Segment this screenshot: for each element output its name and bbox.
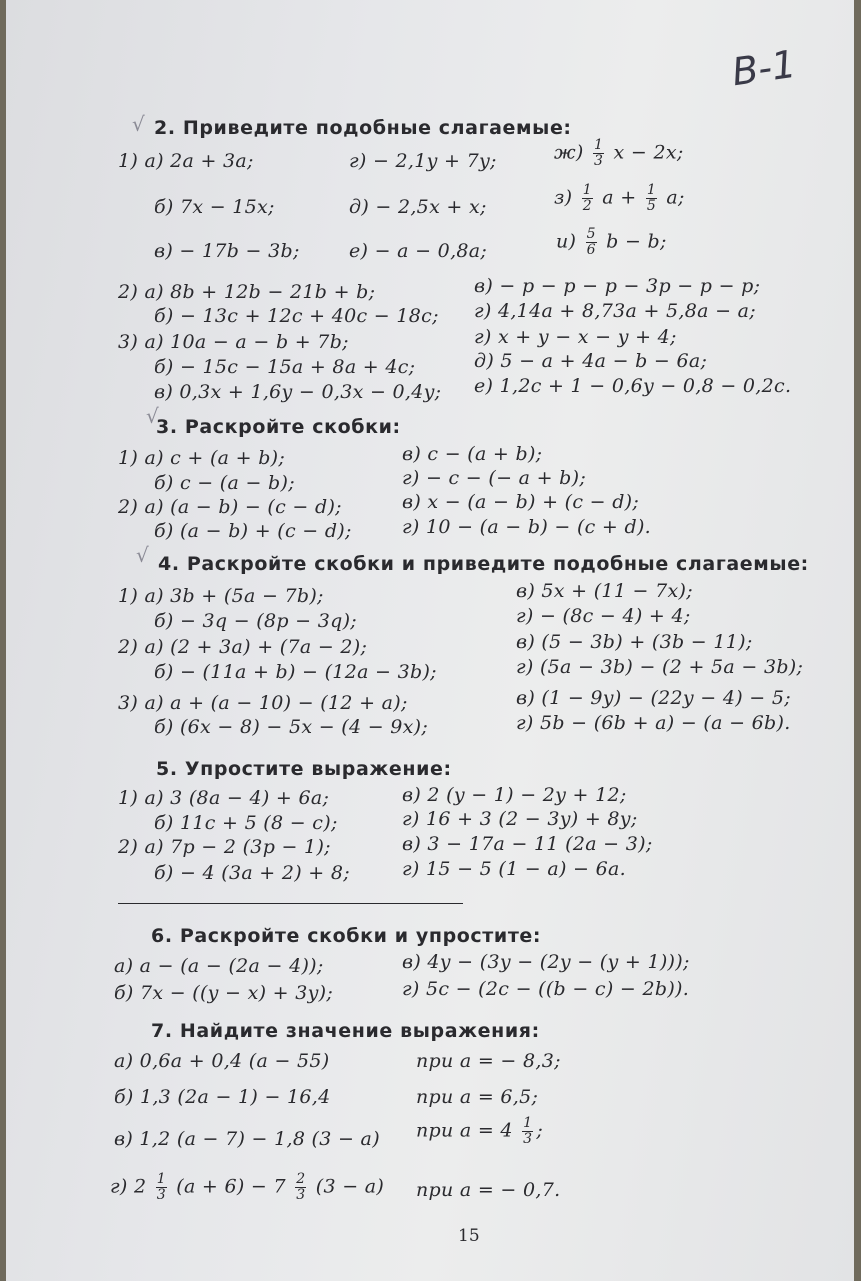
task-4-item: в) 5x + (11 − 7x); [516, 580, 693, 602]
task-2-item: г) − 2,1y + 7y; [349, 150, 497, 172]
task-4-title: 4. Раскройте скобки и приведите подобные слагаемые: [158, 553, 809, 575]
task-2-item: е) 1,2c + 1 − 0,6y − 0,8 − 0,2c. [474, 375, 792, 397]
task-7-condition: при a = − 0,7. [416, 1179, 561, 1201]
task-3-item: б) (a − b) + (c − d); [154, 520, 352, 542]
task-6-item: г) 5c − (2c − ((b − c) − 2b)). [402, 978, 690, 1000]
task-7-expression: в) 1,2 (a − 7) − 1,8 (3 − a) [114, 1128, 380, 1150]
task-5-item: в) 3 − 17a − 11 (2a − 3); [402, 833, 653, 855]
task-3-item: 1) а) c + (a + b); [118, 447, 286, 469]
task-7-expression: г) 2 $\frac{1}{3}$ (a + 6) − 7 $\frac{2}{3}$ (3 − a) [110, 1171, 385, 1203]
task-2-title: 2. Приведите подобные слагаемые: [154, 117, 572, 139]
task-2-item: в) − 17b − 3b; [154, 240, 300, 262]
task-6-title: 6. Раскройте скобки и упростите: [151, 925, 542, 947]
task-6-item: а) a − (a − (2a − 4)); [114, 955, 324, 977]
task-4-item: 3) а) a + (a − 10) − (12 + a); [118, 692, 408, 714]
task-4-item: б) − (11a + b) − (12a − 3b); [154, 661, 437, 683]
task-7-condition: при a = 4 $\frac{1}{3}$ ; [416, 1115, 544, 1147]
task-7-condition: при a = 6,5; [416, 1086, 539, 1108]
task-6-item: б) 7x − ((y − x) + 3y); [114, 982, 334, 1004]
task-2-item: в) − p − p − p − 3p − p − p; [474, 275, 761, 297]
task-2-item: б) − 13c + 12c + 40c − 18c; [154, 305, 439, 327]
task-3-item: в) c − (a + b); [402, 443, 543, 465]
task-4-item: в) (5 − 3b) + (3b − 11); [516, 631, 753, 653]
task-3-item: б) c − (a − b); [154, 472, 295, 494]
task-5-title: 5. Упростите выражение: [156, 758, 452, 780]
task-3-item: г) 10 − (a − b) − (c + d). [402, 516, 652, 538]
check-mark-icon: √ [132, 112, 145, 136]
task-4-item: г) − (8c − 4) + 4; [516, 605, 691, 627]
task-2-item: д) − 2,5x + x; [349, 196, 487, 218]
task-5-item: 1) а) 3 (8a − 4) + 6a; [118, 787, 330, 809]
task-5-item: б) − 4 (3a + 2) + 8; [154, 862, 350, 884]
task-5-item: г) 16 + 3 (2 − 3y) + 8y; [402, 808, 638, 830]
task-2-item: б) − 15c − 15a + 8a + 4c; [154, 356, 416, 378]
task-7-expression: б) 1,3 (2a − 1) − 16,4 [114, 1086, 331, 1108]
task-7-expression: а) 0,6a + 0,4 (a − 55) [114, 1050, 330, 1072]
task-2-item: в) 0,3x + 1,6y − 0,3x − 0,4y; [154, 381, 442, 403]
handwritten-variant-note: В-1 [729, 41, 799, 95]
task-2-item-fraction: ж) $\frac{1}{3}$ x − 2x; [554, 137, 684, 169]
task-5-item: г) 15 − 5 (1 − a) − 6a. [402, 858, 626, 880]
task-4-item: 1) а) 3b + (5a − 7b); [118, 585, 324, 607]
task-7-condition: при a = − 8,3; [416, 1050, 561, 1072]
task-2-item: 3) а) 10a − a − b + 7b; [118, 331, 349, 353]
task-3-item: г) − c − (− a + b); [402, 467, 587, 489]
task-7-title: 7. Найдите значение выражения: [151, 1020, 540, 1042]
task-4-item: б) − 3q − (8p − 3q); [154, 610, 357, 632]
task-2-item-fraction: и) $\frac{5}{6}$ b − b; [556, 226, 667, 258]
task-4-item: б) (6x − 8) − 5x − (4 − 9x); [154, 716, 429, 738]
check-mark-icon: √ [136, 543, 149, 567]
page-number: 15 [458, 1226, 480, 1246]
task-4-item: г) 5b − (6b + a) − (a − 6b). [516, 712, 791, 734]
task-5-item: б) 11c + 5 (8 − c); [154, 812, 338, 834]
task-4-item: в) (1 − 9y) − (22y − 4) − 5; [516, 687, 791, 709]
task-2-item: 2) а) 8b + 12b − 21b + b; [118, 281, 376, 303]
task-2-item: г) 4,14a + 8,73a + 5,8a − a; [474, 300, 756, 322]
task-5-item: в) 2 (y − 1) − 2y + 12; [402, 784, 627, 806]
task-2-item: г) x + y − x − y + 4; [474, 326, 677, 348]
task-4-item: 2) а) (2 + 3a) + (7a − 2); [118, 636, 368, 658]
task-5-item: 2) а) 7p − 2 (3p − 1); [118, 836, 331, 858]
task-2-item: 1) а) 2a + 3a; [118, 150, 254, 172]
task-4-item: г) (5a − 3b) − (2 + 5a − 3b); [516, 656, 804, 678]
task-2-item: д) 5 − a + 4a − b − 6a; [474, 350, 708, 372]
task-2-item-fraction: з) $\frac{1}{2}$ a + $\frac{1}{5}$ a; [554, 182, 685, 214]
check-mark-icon: √ [146, 404, 159, 428]
task-3-item: 2) а) (a − b) − (c − d); [118, 496, 342, 518]
textbook-page [6, 0, 854, 1281]
task-2-item: е) − a − 0,8a; [349, 240, 488, 262]
task-3-item: в) x − (a − b) + (c − d); [402, 491, 640, 513]
task-2-item: б) 7x − 15x; [154, 196, 275, 218]
task-6-item: в) 4y − (3y − (2y − (y + 1))); [402, 951, 690, 973]
task-3-title: 3. Раскройте скобки: [156, 416, 401, 438]
section-divider [118, 903, 463, 904]
